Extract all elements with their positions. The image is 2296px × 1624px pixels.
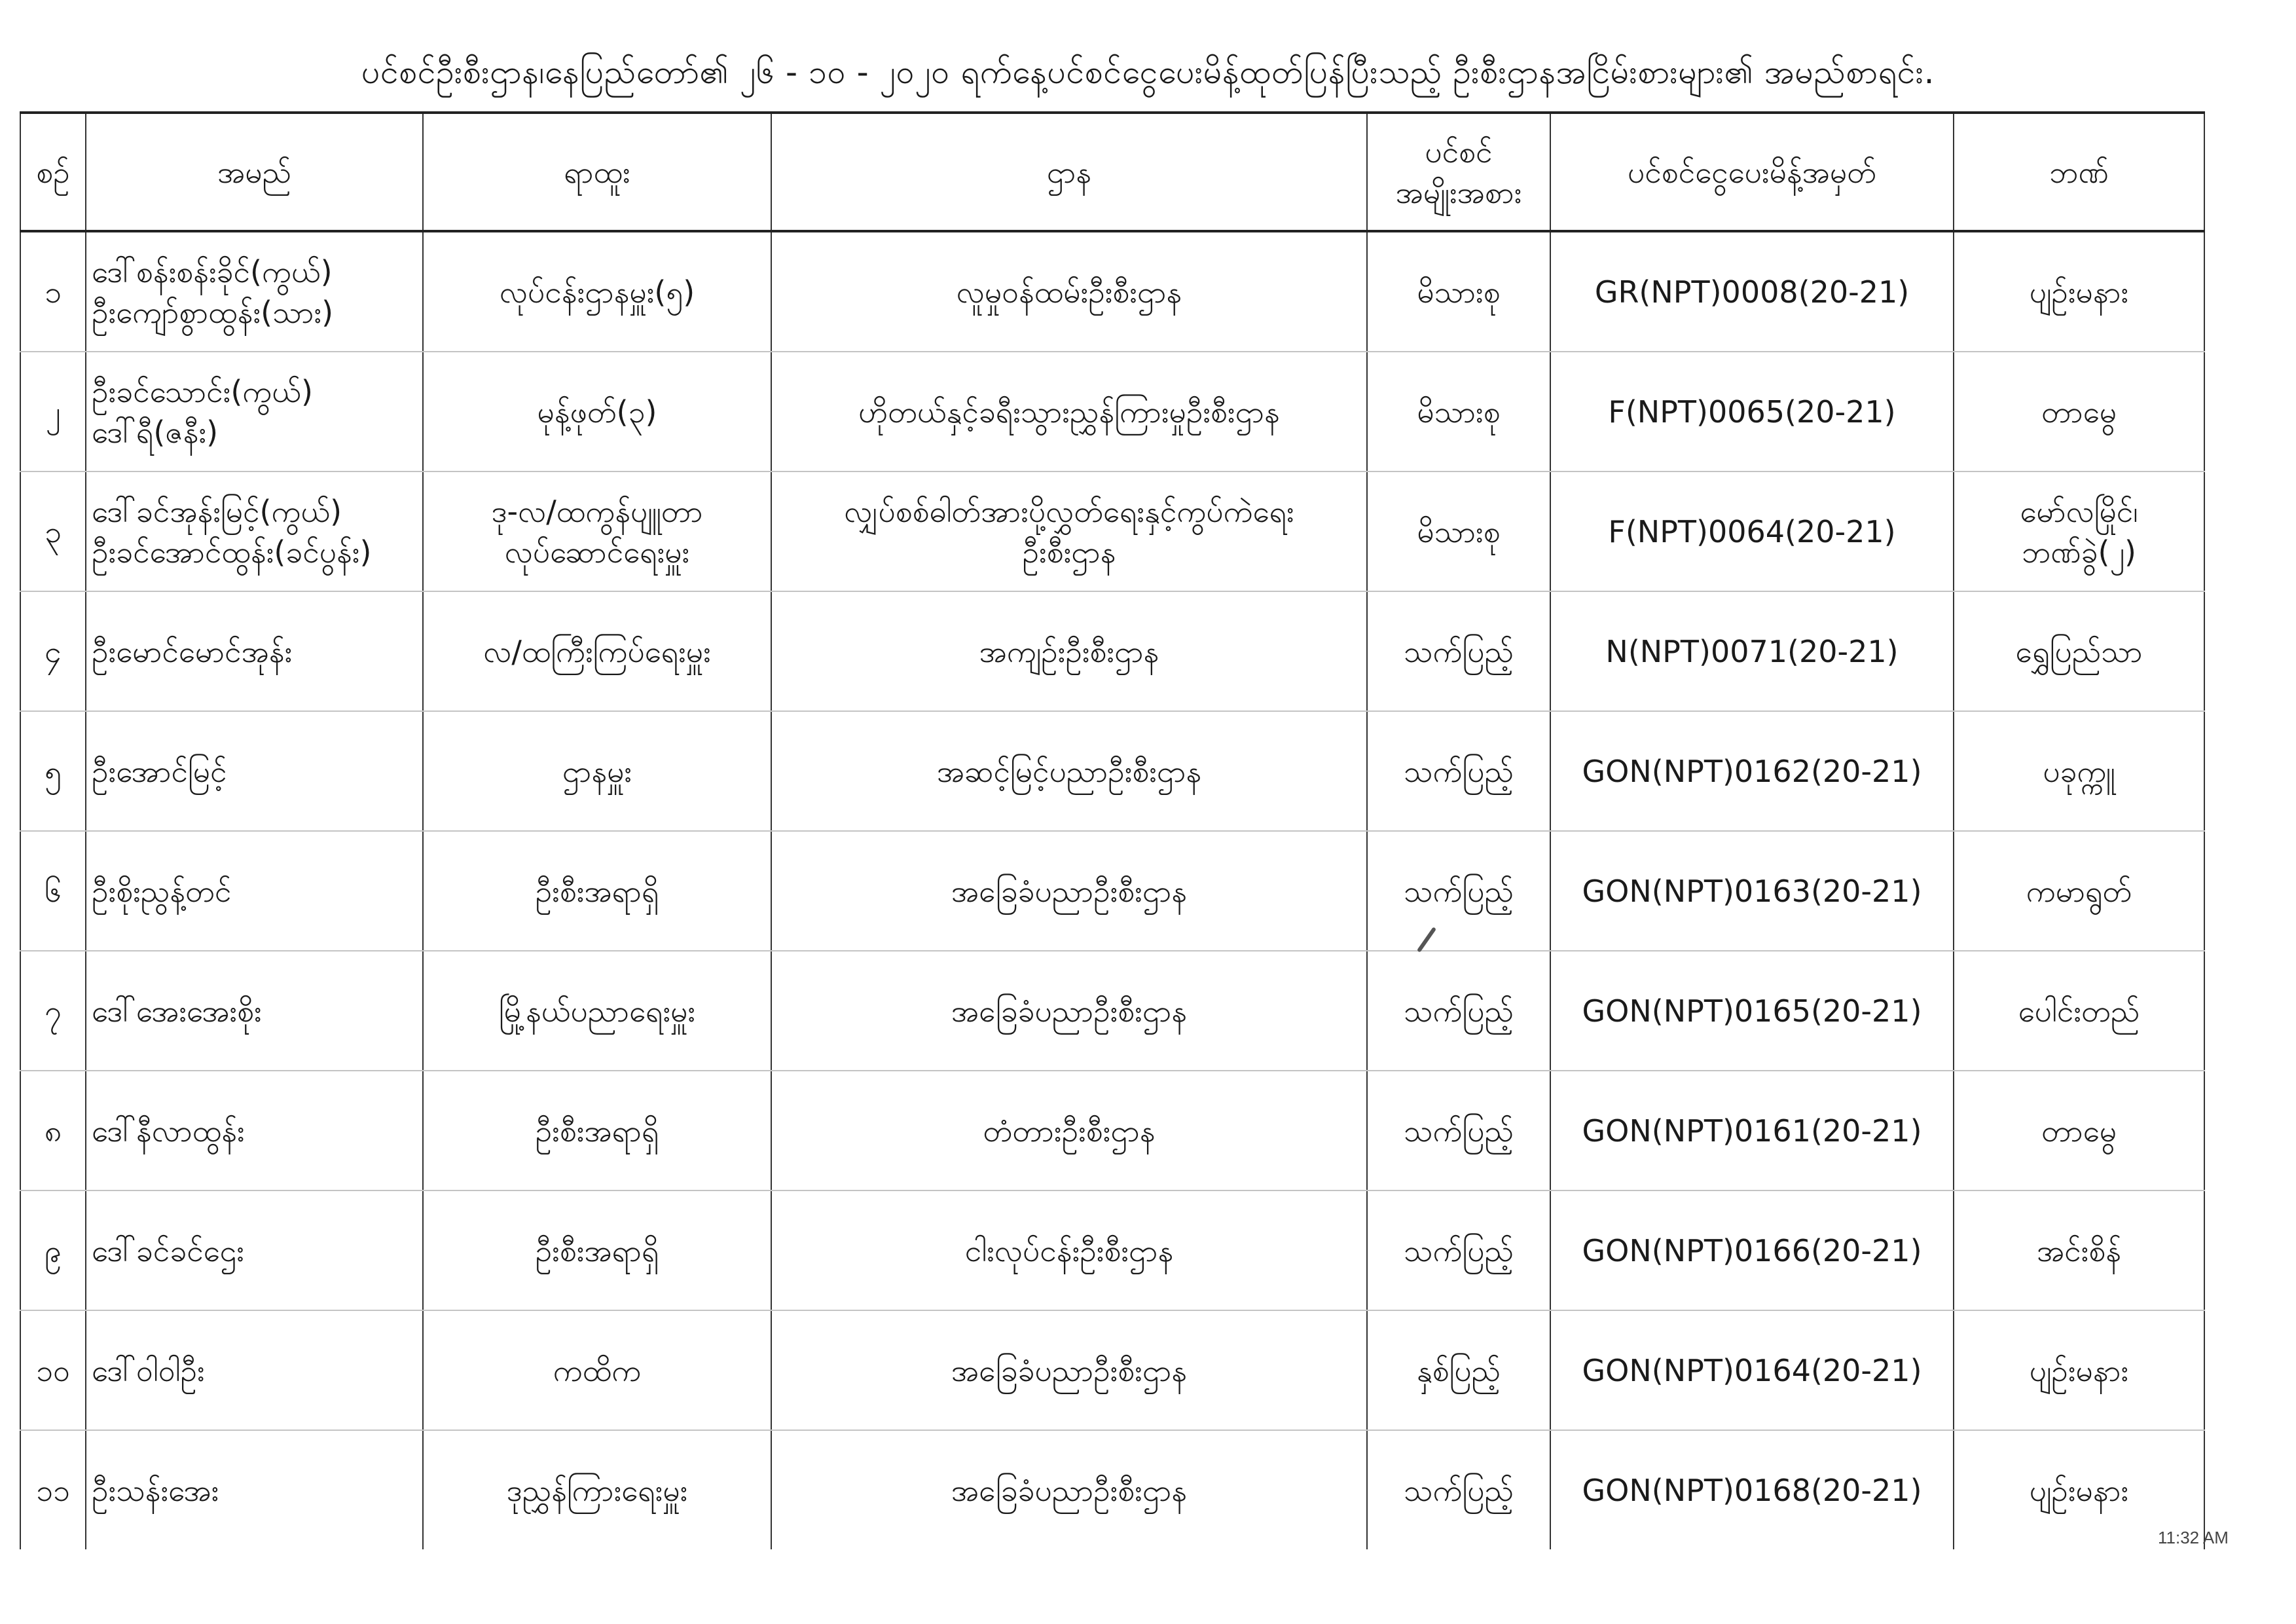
cell-bank-line: အင်းစိန် [2036, 1232, 2122, 1268]
cell-department-line: အခြေခံပညာဦးစီးဌာန [951, 1352, 1188, 1388]
header-pay-order: ပင်စင်ငွေပေးမိန့်အမှတ် [1550, 113, 1954, 231]
cell-rank-line: ဦးစီးအရာရှိ [535, 1232, 659, 1268]
cell-bank [1954, 1310, 2204, 1430]
header-name: အမည် [86, 113, 423, 231]
cell-rank-line: လ/ထကြီးကြပ်ရေးမှူး [483, 633, 711, 669]
cell-pay-order: GON(NPT)0164(20-21) [1550, 1310, 1954, 1430]
cell-department [771, 471, 1367, 591]
cell-bank [1954, 471, 2204, 591]
document-title: ပင်စင်ဦးစီးဌာန၊နေပြည်တော်၏ ၂၆ - ၁၀ - ၂၀၂၀ ရက်နေ့ပင်စင်ငွေပေးမိန့်ထုတ်ပြန်ပြီးသည့် ဦးစီးဌာနအငြိမ်းစားများ၏ အမည်စာရင်း. [361, 53, 1935, 91]
cell-bank [1954, 591, 2204, 711]
cell-bank-line: တာမွေ [2041, 394, 2117, 430]
cell-bank [1954, 1071, 2204, 1190]
table-row [20, 1310, 2204, 1430]
cell-name-line: ဒေါ်ရီ(ဇနီး) [92, 414, 219, 450]
cell-department-line: ငါးလုပ်ငန်းဦးစီးဌာန [964, 1232, 1174, 1268]
cell-name-line: ဦးမောင်မောင်အုန်း [92, 633, 293, 669]
cell-pension-type: သက်ပြည့် [1367, 1430, 1550, 1549]
table-row [20, 352, 2204, 471]
cell-name [86, 1071, 423, 1190]
cell-name-line: ဒေါ်ဝါဝါဦး [92, 1352, 205, 1388]
cell-pay-order: N(NPT)0071(20-21) [1550, 591, 1954, 711]
cell-pension-type: သက်ပြည့် [1367, 951, 1550, 1071]
pensioner-table [20, 111, 2205, 1549]
cell-bank [1954, 951, 2204, 1071]
cell-pension-type: မိသားစု [1367, 352, 1550, 471]
cell-bank-line: ရွှေပြည်သာ [2015, 633, 2143, 669]
cell-bank-line: ဘဏ်ခွဲ(၂) [2021, 534, 2136, 570]
cell-no: ၆ [20, 831, 86, 951]
cell-no: ၈ [20, 1071, 86, 1190]
cell-name-line: ဦးခင်သောင်း(ကွယ်) [92, 373, 313, 409]
cell-name [86, 352, 423, 471]
cell-rank [423, 1430, 771, 1549]
cell-department [771, 1190, 1367, 1310]
cell-name [86, 591, 423, 711]
cell-name [86, 711, 423, 831]
cell-name-line: ဦးစိုးညွန့်တင် [92, 873, 232, 909]
cell-department-line: လျှပ်စစ်ဓါတ်အားပို့လွှတ်ရေးနှင့်ကွပ်ကဲရေး [844, 493, 1294, 529]
cell-bank-line: ကမာရွတ် [2026, 873, 2132, 909]
cell-name-line: ဒေါ်ခင်အုန်းမြင့်(ကွယ်) [92, 493, 342, 529]
cell-rank-line: ဌာနမှူး [562, 753, 632, 789]
cell-rank [423, 591, 771, 711]
cell-name-line: ဒေါ်အေးအေးစိုး [92, 993, 262, 1029]
cell-name-line: ဦးအောင်မြင့် [92, 753, 227, 789]
timestamp: 11:32 AM [2158, 1528, 2229, 1547]
cell-pay-order: F(NPT)0064(20-21) [1550, 471, 1954, 591]
cell-rank [423, 1071, 771, 1190]
cell-department-line: ဦးစီးဌာန [1022, 534, 1116, 570]
table-row [20, 711, 2204, 831]
cell-pension-type: သက်ပြည့် [1367, 831, 1550, 951]
cell-name [86, 1310, 423, 1430]
cell-name [86, 1430, 423, 1549]
header-rank: ရာထူး [423, 113, 771, 231]
cell-bank-line: ပျဉ်းမနား [2029, 1352, 2129, 1388]
cell-bank-line: ပျဉ်းမနား [2029, 1472, 2129, 1508]
cell-pay-order: F(NPT)0065(20-21) [1550, 352, 1954, 471]
cell-pension-type: သက်ပြည့် [1367, 711, 1550, 831]
cell-rank [423, 471, 771, 591]
cell-no: ၃ [20, 471, 86, 591]
cell-name [86, 951, 423, 1071]
cell-name [86, 1190, 423, 1310]
cell-bank [1954, 831, 2204, 951]
cell-pension-type: သက်ပြည့် [1367, 1071, 1550, 1190]
cell-rank-line: ဦးစီးအရာရှိ [535, 873, 659, 909]
cell-rank-line: ဒုညွှန်ကြားရေးမှူး [506, 1472, 688, 1508]
cell-bank-line: တာမွေ [2041, 1113, 2117, 1149]
cell-no: ၂ [20, 352, 86, 471]
cell-department-line: အဆင့်မြင့်ပညာဦးစီးဌာန [936, 753, 1202, 789]
table-row [20, 1190, 2204, 1310]
cell-pay-order: GON(NPT)0166(20-21) [1550, 1190, 1954, 1310]
cell-department [771, 1071, 1367, 1190]
table-row [20, 951, 2204, 1071]
cell-pension-type: သက်ပြည့် [1367, 591, 1550, 711]
cell-rank-line: ဒု-လ/ထကွန်ပျူတာ [491, 493, 703, 529]
cell-no: ၁ [20, 231, 86, 352]
cell-department-line: ဟိုတယ်နှင့်ခရီးသွားညွှန်ကြားမှုဦးစီးဌာန [858, 394, 1280, 430]
table-row [20, 471, 2204, 591]
cell-department-line: အခြေခံပညာဦးစီးဌာန [951, 993, 1188, 1029]
cell-no: ၅ [20, 711, 86, 831]
cell-rank [423, 352, 771, 471]
cell-no: ၄ [20, 591, 86, 711]
cell-bank-line: ပခုက္ကူ [2043, 753, 2115, 789]
table-row [20, 591, 2204, 711]
cell-bank [1954, 352, 2204, 471]
cell-rank-line: ကထိက [553, 1352, 642, 1388]
table-header-row [20, 113, 2204, 231]
cell-pension-type: နှစ်ပြည့် [1367, 1310, 1550, 1430]
cell-name-line: ဦးသန်းအေး [92, 1472, 219, 1508]
cell-bank [1954, 711, 2204, 831]
cell-department-line: လူမှုဝန်ထမ်းဦးစီးဌာန [956, 274, 1182, 310]
header-bank: ဘဏ် [1954, 113, 2204, 231]
cell-department [771, 711, 1367, 831]
header-pension-type [1367, 113, 1550, 231]
cell-name [86, 831, 423, 951]
cell-rank [423, 1190, 771, 1310]
cell-rank-line: မုန့်ဖုတ်(၃) [537, 394, 657, 430]
cell-department-line: အခြေခံပညာဦးစီးဌာန [951, 873, 1188, 909]
cell-pay-order: GON(NPT)0168(20-21) [1550, 1430, 1954, 1549]
cell-rank [423, 1310, 771, 1430]
cell-department [771, 352, 1367, 471]
cell-department-line: အကျဉ်းဦးစီးဌာန [979, 633, 1159, 669]
cell-name-line: ဒေါ်ခင်ခင်ဌေး [92, 1232, 244, 1268]
cell-bank [1954, 1190, 2204, 1310]
cell-rank [423, 231, 771, 352]
cell-pay-order: GON(NPT)0162(20-21) [1550, 711, 1954, 831]
cell-pay-order: GON(NPT)0165(20-21) [1550, 951, 1954, 1071]
cell-department [771, 831, 1367, 951]
cell-department-line: အခြေခံပညာဦးစီးဌာန [951, 1472, 1188, 1508]
header-pension-type-line: အမျိုးအစား [1395, 174, 1522, 210]
cell-rank-line: မြို့နယ်ပညာရေးမှူး [498, 993, 696, 1029]
cell-rank [423, 951, 771, 1071]
table-row [20, 831, 2204, 951]
cell-department [771, 951, 1367, 1071]
cell-name-line: ဒေါ်စန်းစန်းခိုင်(ကွယ်) [92, 253, 333, 289]
cell-no: ၇ [20, 951, 86, 1071]
cell-no: ၉ [20, 1190, 86, 1310]
cell-name-line: ဦးခင်အောင်ထွန်း(ခင်ပွန်း) [92, 534, 372, 570]
cell-name [86, 231, 423, 352]
table-row [20, 231, 2204, 352]
cell-rank [423, 831, 771, 951]
header-no: စဉ် [20, 113, 86, 231]
cell-rank-line: လုပ်ဆောင်ရေးမှူး [504, 534, 690, 570]
cell-department [771, 231, 1367, 352]
cell-name [86, 471, 423, 591]
cell-name-line: ဒေါ်နီလာထွန်း [92, 1113, 245, 1149]
cell-department-line: တံတားဦးစီးဌာန [983, 1113, 1156, 1149]
cell-pay-order: GON(NPT)0161(20-21) [1550, 1071, 1954, 1190]
table-body [20, 231, 2204, 1549]
header-pension-type-line: ပင်စင် [1425, 134, 1493, 170]
cell-rank-line: လုပ်ငန်းဌာနမှူး(၅) [499, 274, 695, 310]
table-row [20, 1430, 2204, 1549]
cell-bank-line: ပျဉ်းမနား [2029, 274, 2129, 310]
cell-pay-order: GON(NPT)0163(20-21) [1550, 831, 1954, 951]
cell-pension-type: မိသားစု [1367, 471, 1550, 591]
cell-no: ၁၀ [20, 1310, 86, 1430]
cell-pension-type: သက်ပြည့် [1367, 1190, 1550, 1310]
header-department: ဌာန [771, 113, 1367, 231]
cell-bank-line: ပေါင်းတည် [2018, 993, 2140, 1029]
cell-name-line: ဦးကျော်စွာထွန်း(သား) [92, 294, 334, 330]
table-row [20, 1071, 2204, 1190]
cell-bank [1954, 231, 2204, 352]
cell-pension-type: မိသားစု [1367, 231, 1550, 352]
cell-no: ၁၁ [20, 1430, 86, 1549]
cell-bank-line: မော်လမြိုင်၊ [2020, 493, 2138, 529]
cell-department [771, 1310, 1367, 1430]
cell-rank-line: ဦးစီးအရာရှိ [535, 1113, 659, 1149]
cell-rank [423, 711, 771, 831]
cell-pay-order: GR(NPT)0008(20-21) [1550, 231, 1954, 352]
cell-department [771, 1430, 1367, 1549]
cell-department [771, 591, 1367, 711]
